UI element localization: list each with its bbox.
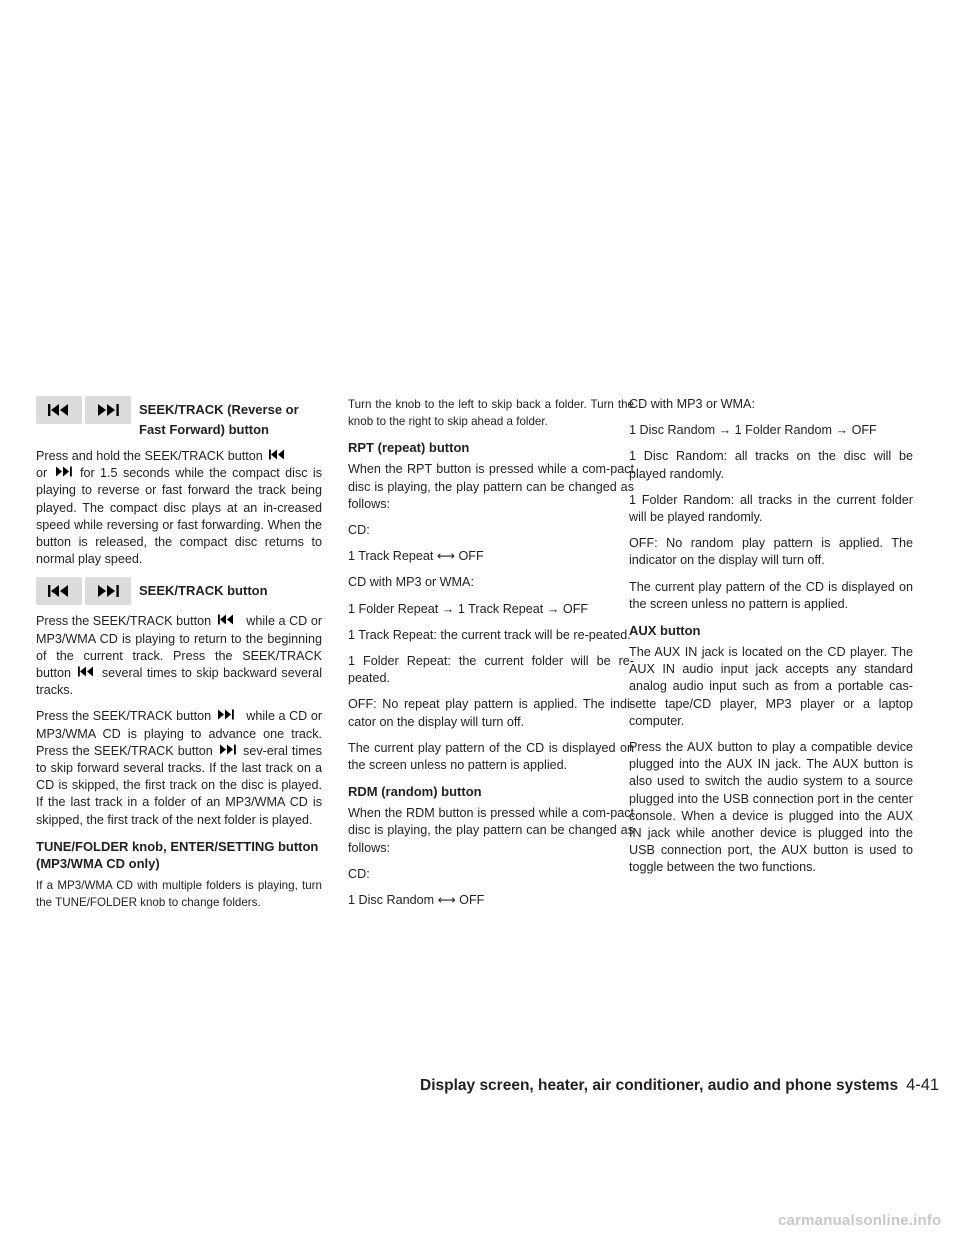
skip-back-icon [77,666,95,677]
skip-forward-icon [96,403,120,417]
watermark: carmanualsonline.info [778,1212,942,1229]
tune-folder-heading: TUNE/FOLDER knob, ENTER/SETTING button (MP3/WMA CD only) [36,838,319,871]
skip-forward-icon [219,744,237,755]
rpt-off-desc: OFF: No repeat play pattern is applied. The indi-cator on the display will turn off. [348,697,634,729]
rdm-cd-label: CD: [348,866,370,881]
seek-track-buttons-2 [36,577,131,605]
tune-folder-paragraph: If a MP3/WMA CD with multiple folders is playing, turn the TUNE/FOLDER knob to change folders. [36,878,322,910]
rdm-mp3-pattern: 1 Disc Random → 1 Folder Random → OFF [629,423,877,438]
skip-back-icon [217,614,235,625]
seek-track-buttons [36,396,131,424]
rpt-mp3-pattern: 1 Folder Repeat → 1 Track Repeat → OFF [348,601,589,616]
rdm-intro-paragraph: When the RDM button is pressed while a com-pact disc is playing, the play pattern can be changed as follows: [348,806,634,855]
skip-forward-icon [96,584,120,598]
seek-track-heading-row [36,577,322,605]
seek-track-back-paragraph: Press the SEEK/TRACK button while a CD or MP3/WMA CD is playing to return to the beginning of the current track. Press the SEEK/TRACK button several times to skip backward several tracks. [36,614,323,698]
skip-forward-button-graphic [85,396,131,424]
seek-track-hold-paragraph: Press and hold the SEEK/TRACK button or for 1.5 seconds while the compact disc is playing to reverse or fast forward the track being played. The compact disc plays at an in-creased speed while reversing or fast forwarding. When the button is released, the compact disc returns to normal play speed. [36,449,323,567]
page-footer [420,1076,940,1095]
seek-track-rev-ff-heading: SEEK/TRACK (Reverse or Fast Forward) button [139,402,299,437]
rpt-cd-label: CD: [348,523,370,538]
aux-heading: AUX button [629,623,701,639]
column-1 [36,396,322,920]
skip-back-icon [47,584,71,598]
rdm-heading: RDM (random) button [348,784,482,800]
skip-back-button-graphic [36,577,82,605]
skip-back-icon [47,403,71,417]
page-number: 4-41 [906,1076,940,1094]
rpt-display-note: The current play pattern of the CD is displayed on the screen unless no pattern is applied. [348,740,634,773]
aux-button-paragraph: Press the AUX button to play a compatible device plugged into the AUX IN jack. The AUX button is also used to switch the audio system to a source plugged into the USB connection port in the center console. When a device is plugged into the AUX IN jack while another device is plugged into the USB connection port, the AUX button is used to toggle between the two functions. [629,740,913,875]
rdm-disc-desc: 1 Disc Random: all tracks on the disc will be played randomly. [629,449,913,481]
rdm-mp3-label: CD with MP3 or WMA: [629,397,755,411]
seek-track-forward-paragraph: Press the SEEK/TRACK button while a CD or MP3/WMA CD is playing to advance one track. Press the SEEK/TRACK button sev-eral times to skip forward several tracks. If the last track on a CD is skipped, the first track on the disc is played. If the last track in a folder of an MP3/WMA CD is skipped, the first track of the next folder is played. [36,709,323,827]
skip-back-icon [268,449,286,460]
rdm-display-note: The current play pattern of the CD is displayed on the screen unless no pattern is applied. [629,579,913,611]
rdm-cd-pattern: 1 Disc Random ⟷ OFF [348,893,485,908]
column-2 [348,396,634,918]
skip-forward-icon [217,709,235,720]
skip-forward-icon [55,466,73,477]
seek-track-rev-ff-heading-row [36,396,322,440]
aux-jack-paragraph: The AUX IN jack is located on the CD player. The AUX IN audio input jack accepts any standard analog audio input such as from a portable cas-sette tape/CD player, MP3 player or a laptop computer. [629,645,913,728]
rpt-track-desc: 1 Track Repeat: the current track will be re-peated. [348,627,631,642]
skip-back-button-graphic [36,396,82,424]
rdm-off-desc: OFF: No random play pattern is applied. The indicator on the display will turn off. [629,536,913,568]
rdm-folder-desc: 1 Folder Random: all tracks in the current folder will be played randomly. [629,492,913,525]
rpt-heading: RPT (repeat) button [348,440,470,456]
seek-track-heading: SEEK/TRACK button [139,583,268,599]
rpt-cd-pattern: 1 Track Repeat ⟷ OFF [348,549,484,564]
column-3 [629,396,913,886]
rpt-folder-desc: 1 Folder Repeat: the current folder will be re-peated. [348,654,634,686]
section-title: Display screen, heater, air conditioner, audio and phone systems [420,1077,899,1094]
skip-forward-button-graphic [85,577,131,605]
folder-skip-paragraph: Turn the knob to the left to skip back a folder. Turn the knob to the right to skip ahead a folder. [348,398,634,429]
rpt-mp3-label: CD with MP3 or WMA: [348,575,474,590]
rpt-intro-paragraph: When the RPT button is pressed while a com-pact disc is playing, the play pattern can be changed as follows: [348,462,634,511]
